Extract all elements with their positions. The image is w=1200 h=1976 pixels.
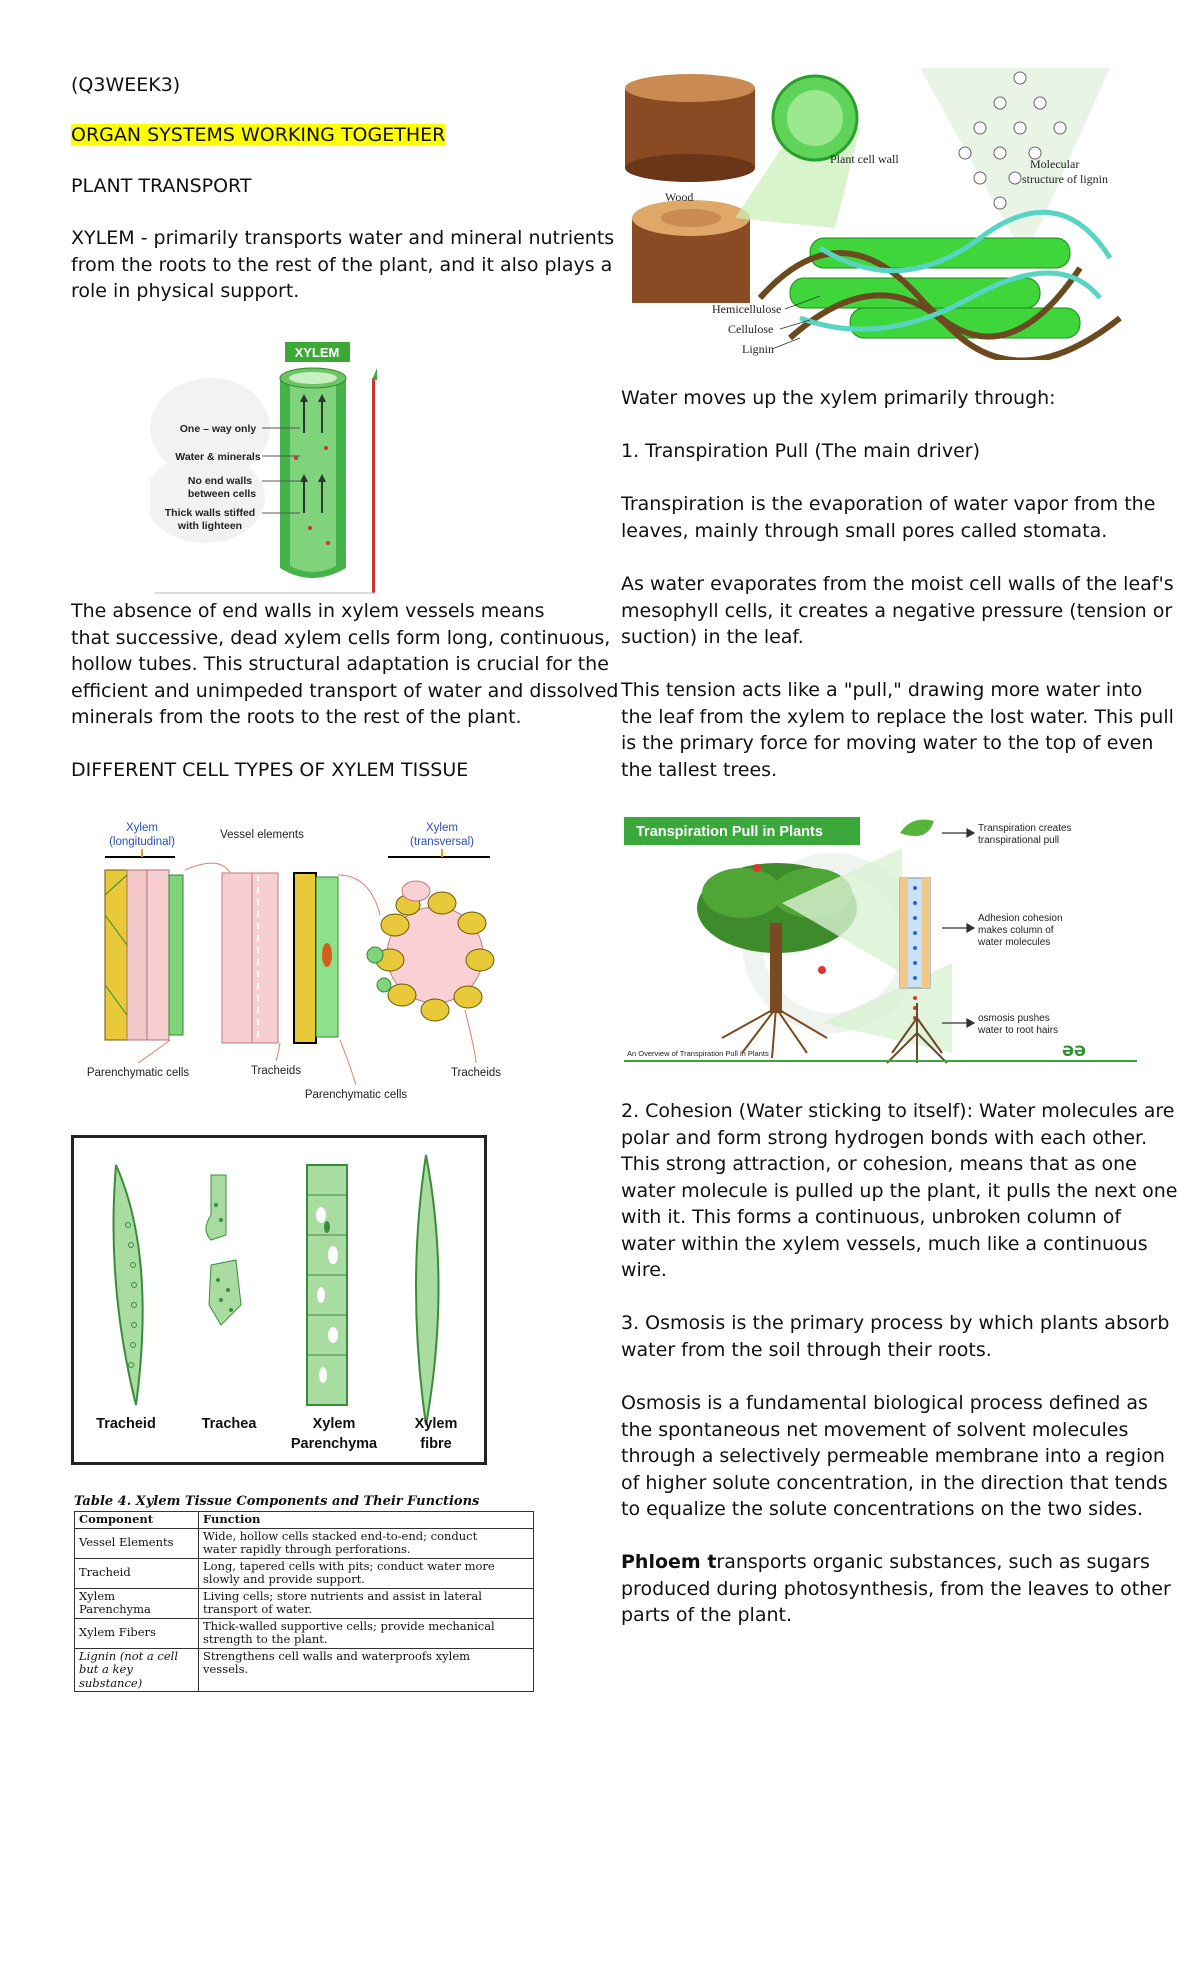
label-tracheids-right: Tracheids: [450, 1067, 502, 1079]
table-row: Vessel Elements Wide, hollow cells stacked end-to-end; conduct water rapidly through perforations.: [75, 1528, 534, 1558]
label-hemicellulose: Hemicellulose: [712, 302, 782, 316]
label-parenchymatic-bottom: Parenchymatic cells: [304, 1089, 408, 1101]
xylem-cell-types-diagram: [70, 815, 510, 1105]
label-tracheid: Tracheid: [96, 1416, 156, 1432]
osmosis-definition: Osmosis is a fundamental biological process defined as the spontaneous net movement of solvent molecules through a selectively permeable membrane into a region of higher solute concentration, in the direction that tends to equalize the solute concentrations on the two sides.: [621, 1392, 1168, 1520]
label-between-cells: between cells: [187, 488, 257, 500]
label-molecular: Molecular: [1030, 157, 1080, 171]
table-header-function: Function: [199, 1512, 534, 1529]
table-title: Table 4. Xylem Tissue Components and Their Functions: [74, 1494, 480, 1509]
table-row: Lignin (not a cell but a key substance) Strengthens cell walls and waterproofs xylem vessels.: [75, 1648, 534, 1692]
xylem-diagram: [150, 338, 390, 596]
label-xylem-parenchyma-2: Parenchyma: [290, 1436, 378, 1452]
label-xylem-fibre-2: fibre: [420, 1436, 452, 1452]
evaporates-paragraph: As water evaporates from the moist cell walls of the leaf's mesophyll cells, it creates a negative pressure (tension or suction) in the leaf.: [621, 573, 1174, 648]
label-cellulose: Cellulose: [728, 322, 774, 336]
label-makes-column: makes column of: [978, 925, 1054, 936]
osmosis-paragraph: 3. Osmosis is the primary process by which plants absorb water from the soil through their roots.: [621, 1312, 1170, 1361]
topic-heading: [71, 122, 445, 149]
label-no-end-walls: No end walls: [187, 475, 253, 487]
label-structure-lignin: structure of lignin: [1022, 172, 1108, 186]
wood-lignin-diagram: [620, 68, 1140, 360]
transpiration-pull-diagram: [622, 813, 1146, 1071]
xylem-title: XYLEM: [294, 345, 340, 360]
subtopic-heading: PLANT TRANSPORT: [71, 175, 252, 197]
phloem-bold: Phloem t: [621, 1551, 717, 1573]
week-label: (Q3WEEK3): [71, 74, 181, 96]
gfg-logo: ƏƏ: [1062, 1044, 1086, 1060]
label-adhesion-cohesion: Adhesion cohesion: [978, 913, 1063, 924]
absence-paragraph: The absence of end walls in xylem vessels means that successive, dead xylem cells form long, continuous, hollow tubes. This structural adaptation is crucial for the efficient and unimpeded transport of water and dissolved minerals from the roots to the rest of the plant.: [71, 600, 619, 728]
pull-title: Transpiration Pull in Plants: [636, 824, 823, 840]
label-xylem-long: Xylem: [126, 822, 158, 834]
label-vessel-elements: Vessel elements: [220, 829, 304, 841]
label-xylem-parenchyma-1: Xylem: [312, 1416, 356, 1432]
table-row: Tracheid Long, tapered cells with pits; conduct water more slowly and provide support.: [75, 1558, 534, 1588]
label-transpirational-pull: transpirational pull: [978, 835, 1060, 846]
xylem-cells-box: [71, 1135, 487, 1465]
label-longitudinal: (longitudinal): [109, 836, 175, 848]
cell-types-heading: DIFFERENT CELL TYPES OF XYLEM TISSUE: [71, 759, 469, 781]
label-with-lighteen: with lighteen: [177, 520, 243, 532]
label-water-root-hairs: water to root hairs: [978, 1025, 1059, 1036]
label-one-way: One – way only: [179, 423, 257, 435]
label-xylem-trans: Xylem: [426, 822, 458, 834]
transpiration-heading: 1. Transpiration Pull (The main driver): [621, 440, 980, 462]
label-transversal: (transversal): [410, 836, 474, 848]
label-xylem-fibre-1: Xylem: [414, 1416, 458, 1432]
label-transpiration-creates: Transpiration creates: [978, 823, 1072, 834]
topic-highlight: ORGAN SYSTEMS WORKING TOGETHER: [71, 124, 446, 146]
phloem-paragraph: Phloem transports organic substances, such as sugars produced during photosynthesis, from the leaves to other parts of the plant.: [621, 1551, 1171, 1626]
label-water-molecules: water molecules: [978, 937, 1051, 948]
tension-paragraph: This tension acts like a "pull," drawing more water into the leaf from the xylem to replace the lost water. This pull is the primary force for moving water to the top of even the tallest trees.: [621, 679, 1174, 781]
table-row: Xylem Fibers Thick-walled supportive cells; provide mechanical strength to the plant.: [75, 1618, 534, 1648]
table-header-component: Component: [75, 1512, 199, 1529]
label-tracheids-mid: Tracheids: [250, 1065, 302, 1077]
label-osmosis-pushes: osmosis pushes: [978, 1013, 1050, 1024]
transpiration-paragraph: Transpiration is the evaporation of water vapor from the leaves, mainly through small pores called stomata.: [621, 493, 1156, 542]
label-parenchymatic-left: Parenchymatic cells: [86, 1067, 190, 1079]
label-trachea: Trachea: [201, 1416, 257, 1432]
components-table: [74, 1511, 534, 1692]
label-thick-walls: Thick walls stiffed: [164, 507, 256, 519]
table-row: Xylem Parenchyma Living cells; store nutrients and assist in lateral transport of water.: [75, 1588, 534, 1618]
label-water-minerals: Water & minerals: [175, 451, 261, 463]
label-lignin: Lignin: [742, 342, 774, 356]
moves-intro: Water moves up the xylem primarily through:: [621, 387, 1056, 409]
pull-footer: An Overview of Transpiration Pull in Plants: [627, 1049, 769, 1058]
label-plant-cell-wall: Plant cell wall: [830, 152, 899, 166]
xylem-definition: XYLEM - primarily transports water and mineral nutrients from the roots to the rest of the plant, and it also plays a role in physical support.: [71, 227, 615, 302]
xylem-components-table: [74, 1494, 534, 1692]
label-wood: Wood: [665, 190, 694, 204]
cohesion-paragraph: 2. Cohesion (Water sticking to itself): Water molecules are polar and form strong hydrogen bonds with each other. This strong attraction, or cohesion, means that as one water molecule is pulled up the plant, it pulls the next one with it. This forms a continuous, unbroken column of water within the xylem vessels, much like a continuous wire.: [621, 1100, 1178, 1281]
